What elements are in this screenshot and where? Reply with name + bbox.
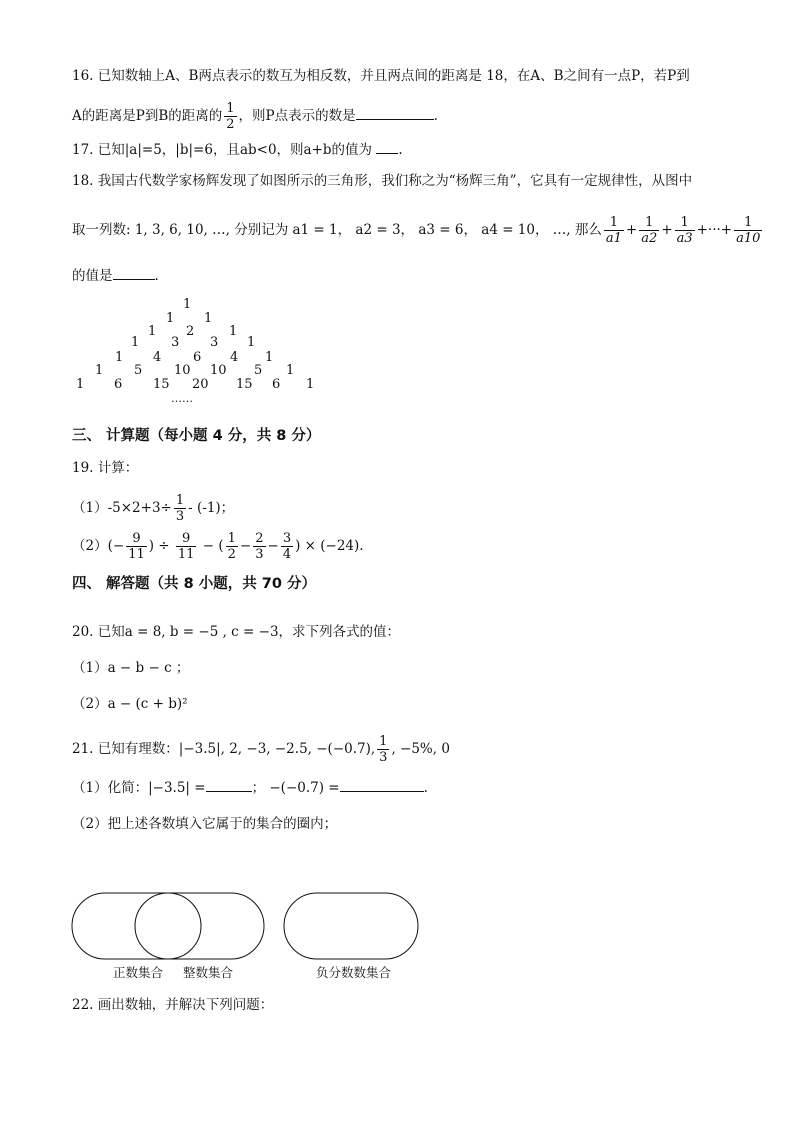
section-4-heading: 四、 解答题（共 8 小题，共 70 分）: [72, 576, 317, 592]
triangle-number: 1: [95, 363, 104, 378]
fraction-2-3: $\frac{2}{3}$: [255, 531, 264, 562]
fraction-1-a1: $\frac{1}{a1}$: [605, 215, 622, 246]
triangle-number: 1: [131, 335, 140, 350]
triangle-number: 20: [192, 377, 209, 392]
label-integer-set: 整数集合: [183, 965, 234, 980]
seq-a4: a4 = 10，: [481, 222, 549, 238]
q18-line2: 取一列数: 1, 3, 6, 10, …, 分别记为 a1 = 1， a2 = 3， a3 = 6， a4 = 10， …, 那么 $\frac{1}{a1}$ + $\frac{1}{a2}$ + $\frac{1}{a3}$ +···+ $\frac{1}{a10}$: [72, 215, 761, 246]
fraction-9-11: $\frac{9}{11}$: [128, 531, 145, 562]
triangle-number: 6: [193, 350, 202, 365]
q20-part1: （1）a − b − c ；: [72, 660, 190, 676]
triangle-number: 1: [286, 363, 295, 378]
triangle-number: 15: [236, 377, 253, 392]
negative-fraction-set-stadium: [284, 893, 418, 959]
triangle-number: 6: [272, 377, 281, 392]
triangle-number: 1: [166, 311, 175, 326]
seq-a1: a1 = 1，: [292, 222, 352, 238]
q19-title: 19. 计算：: [72, 460, 139, 476]
triangle-number: 1: [204, 311, 213, 326]
triangle-number: 10: [210, 363, 227, 378]
q17-text: 17. 已知|a|=5，|b|=6，且ab<0，则a+b的值为 .: [72, 142, 403, 158]
seq-a2: a2 = 3，: [355, 222, 415, 238]
triangle-number: 5: [254, 363, 263, 378]
q20-text: 20. 已知a = 8, b = −5 , c = −3，求下列各式的值：: [72, 624, 401, 640]
q21-text: 21. 已知有理数：|−3.5|, 2, −3, −2.5, −(−0.7), $\frac{1}{3}$ , −5%, 0: [72, 734, 450, 765]
fraction-1-a3: $\frac{1}{a3}$: [676, 215, 693, 246]
q18-line3: 的值是 .: [72, 268, 159, 284]
triangle-number: 5: [134, 363, 143, 378]
fraction-9-11: $\frac{9}{11}$: [177, 531, 195, 562]
triangle-number: 4: [153, 350, 162, 365]
triangle-number: 1: [229, 324, 238, 339]
label-negative-fraction-set: 负分数数集合: [316, 965, 392, 980]
triangle-number: 1: [76, 377, 85, 392]
fraction-1-a10: $\frac{1}{a10}$: [736, 215, 761, 246]
q21-part1: （1）化简：|−3.5| = ； −(−0.7) = .: [72, 780, 428, 796]
q21-part2: （2）把上述各数填入它属于的集合的圈内；: [72, 816, 338, 832]
q18-line1: 18. 我国古代数学家杨辉发现了如图所示的三角形，我们称之为“杨辉三角”，它具有一定规律性，从图中: [72, 173, 693, 189]
triangle-number: 1: [306, 377, 315, 392]
q19-part2: （2）(− $\frac{9}{11}$ ) ÷ $\frac{9}{11}$ − ( $\frac{1}{2}$ − $\frac{2}{3}$ − $\frac{3}{4}$ ) × (−24).: [72, 531, 364, 562]
triangle-number: 1: [247, 335, 256, 350]
fraction-1-2: $\frac{1}{2}$: [227, 531, 236, 562]
triangle-ellipsis: ……: [171, 392, 193, 405]
fraction-half: $\frac{1}{2}$: [226, 101, 235, 132]
integer-set-circle: [135, 893, 201, 959]
q19-part1: （1）-5×2+3÷ $\frac{1}{3}$ - (-1)；: [72, 493, 235, 524]
fraction-third: $\frac{1}{3}$: [175, 493, 185, 524]
triangle-number: 2: [186, 324, 195, 339]
triangle-number: 6: [114, 377, 123, 392]
q16-line2: A的距离是P到B的距离的 $\frac{1}{2}$ ，则P点表示的数是 .: [72, 101, 438, 132]
triangle-number: 3: [171, 335, 180, 350]
triangle-number: 1: [115, 350, 124, 365]
q22-text: 22. 画出数轴，并解决下列问题：: [72, 997, 274, 1013]
label-positive-set: 正数集合: [113, 965, 164, 980]
triangle-number: 3: [210, 335, 219, 350]
triangle-number: 1: [183, 297, 192, 312]
triangle-number: 1: [265, 350, 274, 365]
q20-part2: （2）a − (c + b)²: [72, 696, 188, 712]
seq-a3: a3 = 6，: [418, 222, 477, 238]
fraction-3-4: $\frac{3}{4}$: [282, 531, 292, 562]
fraction-third: $\frac{1}{3}$: [379, 734, 388, 765]
triangle-number: 10: [174, 363, 191, 378]
fraction-1-a2: $\frac{1}{a2}$: [641, 215, 658, 246]
triangle-number: 4: [230, 350, 239, 365]
q16-line1: 16. 已知数轴上A、B两点表示的数互为相反数，并且两点间的距离是 18，在A、B之间有一点P，若P到: [72, 68, 690, 84]
positive-integer-set-stadium: [72, 893, 264, 959]
triangle-number: 15: [153, 377, 170, 392]
section-3-heading: 三、 计算题（每小题 4 分，共 8 分）: [72, 428, 321, 444]
triangle-number: 1: [148, 324, 157, 339]
